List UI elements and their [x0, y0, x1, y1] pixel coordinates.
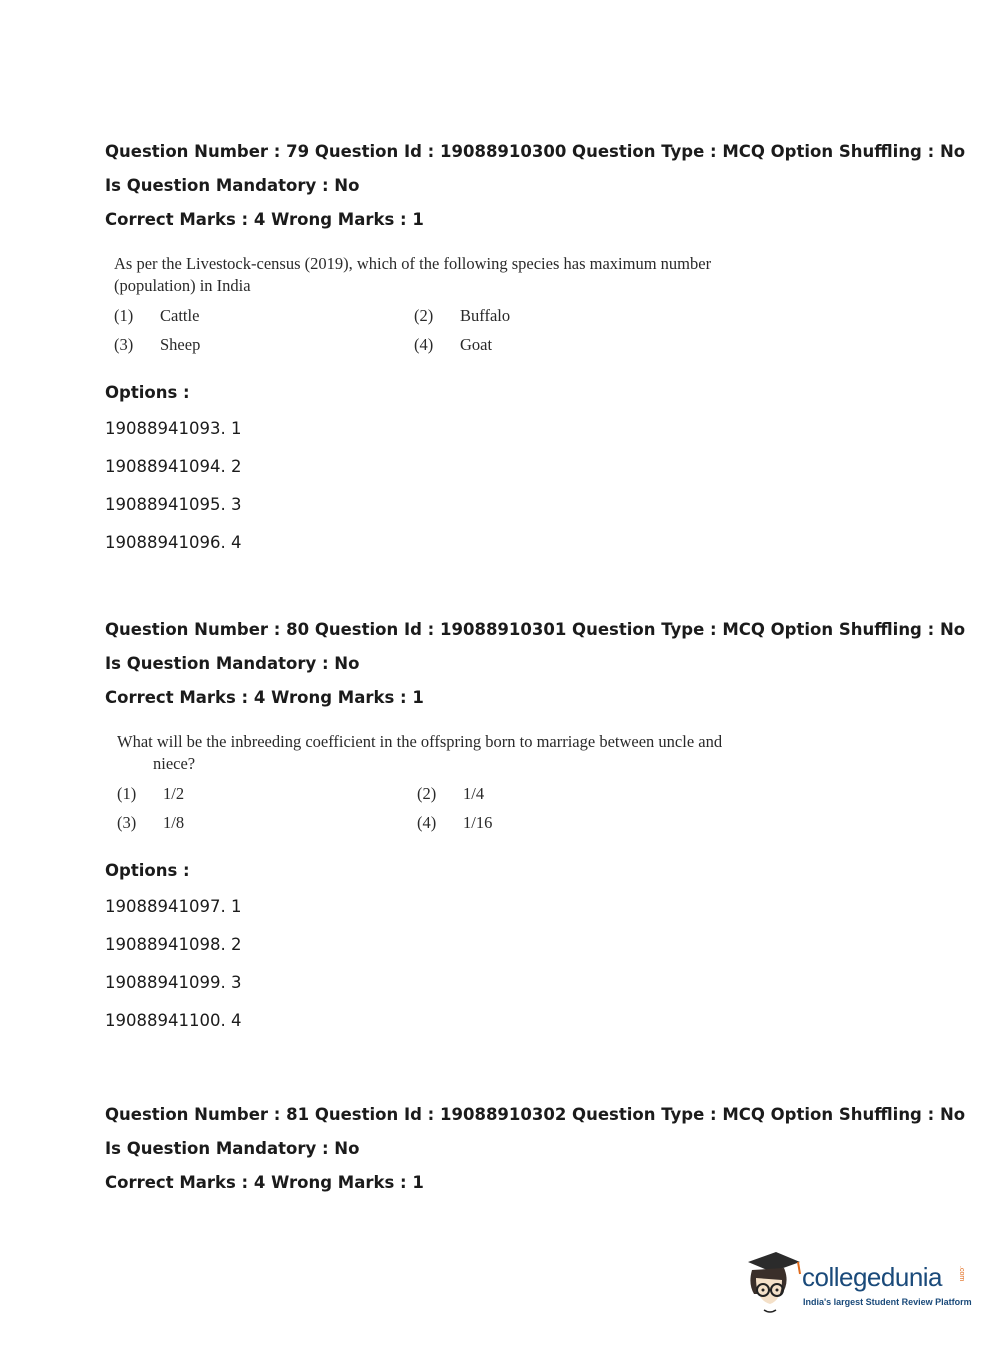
- option-item: 19088941097. 1: [105, 897, 242, 916]
- choice-3: (3) Sheep: [114, 335, 201, 354]
- option-item: 19088941099. 3: [105, 973, 242, 992]
- choice-4: (4) 1/16: [417, 813, 493, 832]
- choice-1: (1) Cattle: [114, 306, 200, 325]
- marks-line: Correct Marks : 4 Wrong Marks : 1: [105, 210, 424, 229]
- choice-4: (4) Goat: [414, 335, 493, 354]
- stem-line-2: (population) in India: [114, 276, 251, 295]
- stem-line-1: As per the Livestock-census (2019), which of the following species has maximum number: [114, 254, 712, 273]
- question-79: [105, 141, 966, 554]
- mandatory-line: Is Question Mandatory : No: [105, 654, 360, 673]
- question-header: Question Number : 79 Question Id : 19088910300 Question Type : MCQ Option Shuffling : No: [105, 142, 966, 161]
- choice-1: (1) 1/2: [117, 784, 185, 803]
- choice-2: (2) 1/4: [417, 784, 485, 803]
- logo-suffix: .com: [958, 1266, 965, 1282]
- question-80: [105, 619, 966, 1032]
- stem-text: [114, 253, 734, 297]
- stem-text: [117, 731, 737, 775]
- marks-line: Correct Marks : 4 Wrong Marks : 1: [105, 688, 424, 707]
- option-item: 19088941093. 1: [105, 419, 242, 438]
- choice-3: (3) 1/8: [117, 813, 185, 832]
- mandatory-line: Is Question Mandatory : No: [105, 1139, 360, 1158]
- question-81: [105, 1104, 966, 1194]
- question-stem-image: [117, 731, 937, 833]
- question-header: Question Number : 81 Question Id : 19088910302 Question Type : MCQ Option Shuffling : No: [105, 1105, 966, 1124]
- option-item: 19088941095. 3: [105, 495, 242, 514]
- question-header: Question Number : 80 Question Id : 19088910301 Question Type : MCQ Option Shuffling : No: [105, 620, 966, 639]
- choice-2: (2) Buffalo: [414, 306, 511, 325]
- stem-line-2: niece?: [153, 754, 196, 773]
- logo-wordmark: collegedunia: [802, 1262, 943, 1292]
- option-item: 19088941098. 2: [105, 935, 242, 954]
- marks-line: Correct Marks : 4 Wrong Marks : 1: [105, 1173, 424, 1192]
- choice-grid: [117, 784, 937, 833]
- options-label: Options :: [105, 383, 190, 402]
- collegedunia-logo: [742, 1248, 972, 1318]
- logo-tagline: India's largest Student Review Platform: [803, 1297, 972, 1307]
- options-label: Options :: [105, 861, 190, 880]
- stem-line-1: What will be the inbreeding coefficient in the offspring born to marriage between uncle and: [117, 732, 723, 751]
- mascot-icon: [742, 1248, 802, 1318]
- mandatory-line: Is Question Mandatory : No: [105, 176, 360, 195]
- question-stem-image: [114, 253, 934, 355]
- option-item: 19088941094. 2: [105, 457, 242, 476]
- choice-grid: [114, 306, 934, 355]
- option-item: 19088941096. 4: [105, 533, 242, 552]
- option-item: 19088941100. 4: [105, 1011, 242, 1030]
